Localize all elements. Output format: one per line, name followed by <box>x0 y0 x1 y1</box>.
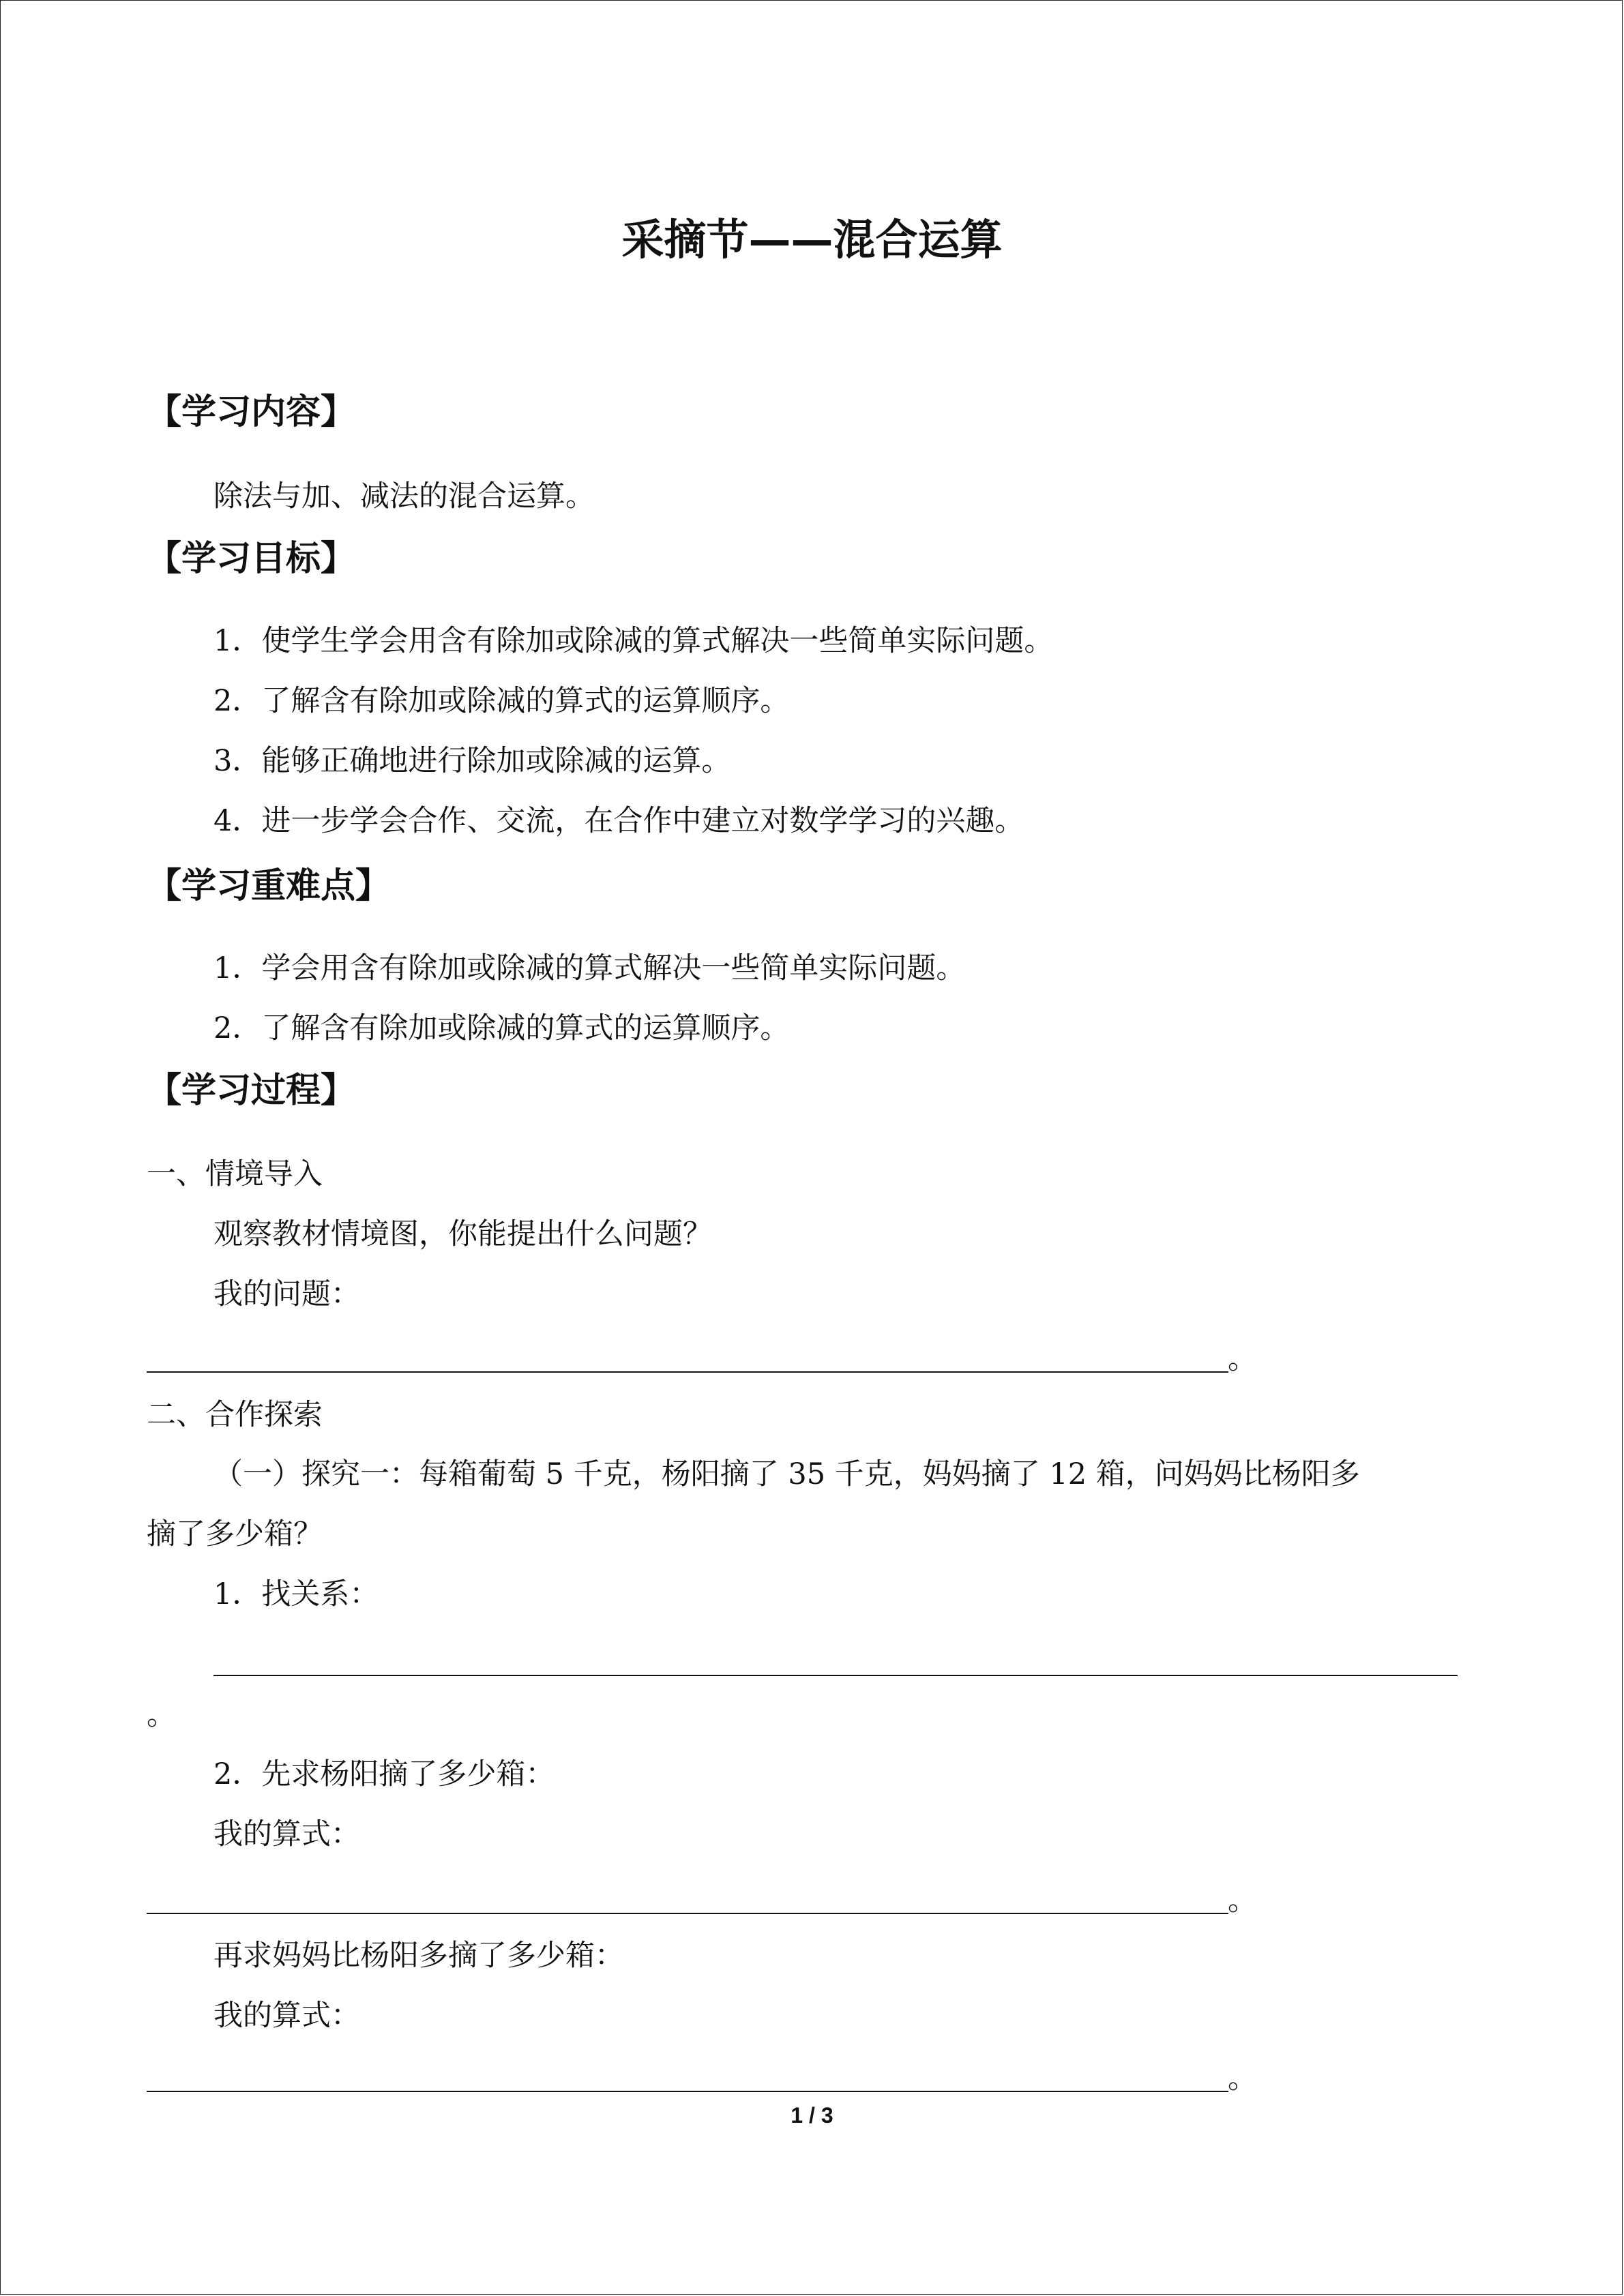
explore1-text-line1: （一）探究一：每箱葡萄 5 千克，杨阳摘了 35 千克，妈妈摘了 12 箱，问妈妈比杨阳多 <box>213 1457 1360 1491</box>
heading-learning-process: 【学习过程】 <box>147 1071 356 1111</box>
page-title: 采摘节——混合运算 <box>621 215 1003 265</box>
key-point-2: 2．了解含有除加或除减的算式的运算顺序。 <box>213 1011 790 1045</box>
heading-learning-goals: 【学习目标】 <box>147 539 356 579</box>
part2-title: 二、合作探索 <box>147 1398 323 1432</box>
goal-item-3: 3．能够正确地进行除加或除减的运算。 <box>213 744 731 778</box>
step3-label: 再求妈妈比杨阳多摘了多少箱： <box>213 1939 624 1973</box>
page-number: 1 / 3 <box>791 2103 833 2128</box>
formula-1-period: 。 <box>1228 1883 1257 1918</box>
goal-item-2: 2．了解含有除加或除减的算式的运算顺序。 <box>213 684 790 718</box>
answer-line-period: 。 <box>1228 1342 1257 1376</box>
explore1-text-line2: 摘了多少箱？ <box>147 1517 323 1551</box>
answer-line-formula-2[interactable] <box>147 2091 1228 2092</box>
formula-2-period: 。 <box>1228 2061 1257 2096</box>
formula-label-1: 我的算式： <box>213 1817 360 1851</box>
key-point-1: 1．学会用含有除加或除减的算式解决一些简单实际问题。 <box>213 951 966 985</box>
my-question-label: 我的问题： <box>213 1277 360 1311</box>
learning-content-text: 除法与加、减法的混合运算。 <box>213 479 595 513</box>
answer-line-question[interactable] <box>147 1371 1228 1373</box>
formula-label-2: 我的算式： <box>213 1999 360 2033</box>
part1-prompt: 观察教材情境图，你能提出什么问题？ <box>213 1217 712 1251</box>
answer-line-formula-1[interactable] <box>147 1913 1228 1914</box>
step1-label: 1．找关系： <box>213 1577 379 1611</box>
answer-line-relation[interactable] <box>213 1675 1458 1676</box>
heading-learning-content: 【学习内容】 <box>147 392 356 432</box>
part1-title: 一、情境导入 <box>147 1157 323 1191</box>
relation-line-period: 。 <box>147 1698 176 1732</box>
goal-item-1: 1．使学生学会用含有除加或除减的算式解决一些简单实际问题。 <box>213 624 1054 658</box>
goal-item-4: 4．进一步学会合作、交流，在合作中建立对数学学习的兴趣。 <box>213 804 1024 838</box>
heading-key-points: 【学习重难点】 <box>147 866 391 906</box>
step2-label: 2．先求杨阳摘了多少箱： <box>213 1757 555 1791</box>
